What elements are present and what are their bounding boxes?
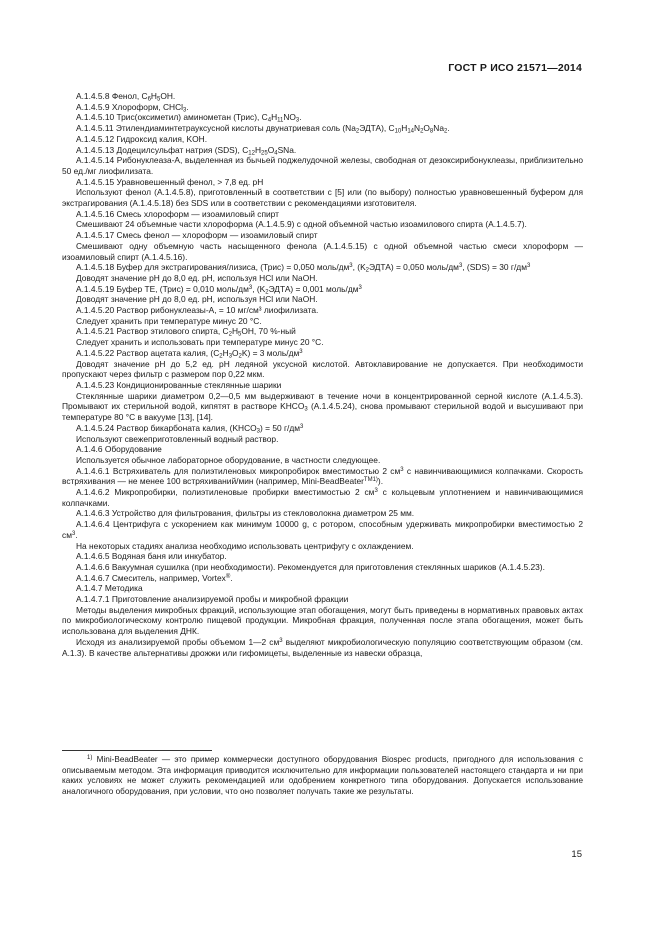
footnote-text: $^{1)}$ Mini-BeadBeater — это пример коммерчески доступного оборудования Biospec products, пригодного для использования с описываемым методом. Эта информация приводится исключительно для информации пользователей настоящего стандарта и ни при каких условиях не может служить рекомендацией или одобрением конкретного типа оборудования. Допускается использование аналогичного оборудования, при условии, что оно позволяет получать такие же результаты. [62,755,583,796]
paragraph-te-buffer: A.1.4.5.19 Буфер TE, (Трис) = 0,010 моль/$дм^3$, $(K_2ЭДТА) = 0,001$ моль/$дм^3$ [76,283,362,296]
paragraph-extraction-buffer: A.1.4.5.18 Буфер для экстрагирования/лизиса, (Трис) = 0,050 моль/$дм^3$, $(K_2ЭДТА) = 0,050$ моль/$дм^3$, (SDS) = 30 $г/дм^3$ [76,262,531,274]
paragraph-glass-beads: A.1.4.5.23 Кондиционированные стеклянные шарики [76,379,282,390]
paragraph-bicarbonate: A.1.4.5.24 Раствор бикарбоната калия, $(KHCO_3) = 50$ $г/дм^3$ [76,422,304,435]
paragraph-water-bath: A.1.4.6.5 Водяная баня или инкубатор. [76,551,227,562]
paragraph-equipment-desc: Используется обычное лабораторное оборудование, в частности следующее. [76,454,381,465]
paragraph-fresh-solution: Используют свежеприготовленный водный раствор. [76,433,279,444]
paragraph-ph-adjust-1: Доводят значение pH до 8,0 ед. pH, используя HCl или NaOH. [76,272,318,283]
paragraph-phenol-mix-desc: Смешивают одну объемную часть насыщенного фенола (A.1.4.5.15) с одной объемной частью смеси хлороформ — изоамиловый спирт (A.1.4.5.16). [62,240,583,262]
paragraph-vacuum-dryer: A.1.4.6.6 Вакуумная сушилка (при необходимости). Рекомендуется для приготовления стеклянных шариков (A.1.4.5.23). [76,561,545,572]
paragraph-ph-adjust-3: Доводят значение pH до 5,2 ед. pH ледяной уксусной кислотой. Автоклавирование не допускается. При необходимости пропускают через фильтр с размером пор 0,22 мкм. [62,358,583,380]
paragraph-shaker: A.1.4.6.1 Встряхиватель для полиэтиленовых микропробирок вместимостью 2 $см^3$ с навинчивающимися колпачками. Скорость встряхивания — не менее 100 встряхиваний/мин (например, Mini-BeadBeater$^{TM1)}$). [62,465,583,487]
paragraph-centrifuge: A.1.4.6.4 Центрифуга с ускорением как минимум 10000 g, с ротором, способным удерживать микропробирки вместимостью 2 $см^3$. [62,519,583,540]
footnote-marker: 1) [87,755,93,761]
paragraph-glass-beads-desc: Стеклянные шарики диаметром 0,2—0,5 мм выдерживают в течение ночи в концентрированной серной кислоте (A.1.4.5.3). Промывают их стерильной водой, кипятят в растворе $KHCO_3$ (A.1.4.5.24), снова промывают стерильной водой и высушивают при температуре 80 °C в вакууме [13], [14]. [62,390,584,423]
paragraph-phenol: A.1.4.5.8 Фенол, $C_6H_5OH$. [76,91,176,103]
paragraph-chloroform-mix-desc: Смешивают 24 объемные части хлороформа (A.1.4.5.9) с одной объемной частью изоамилового спирта (A.1.4.5.7). [76,219,527,230]
paragraph-sds: A.1.4.5.13 Додецилсульфат натрия (SDS), $C_{12}H_{25}O_4SNa$. [76,144,297,157]
paragraph-filtration: A.1.4.6.3 Устройство для фильтрования, фильтры из стекловолокна диаметром 25 мм. [76,508,415,519]
footnote-divider [62,750,212,751]
paragraph-sample-volume: Исходя из анализируемой пробы объемом 1—2 $см^3$ выделяют микробиологическую популяцию соответствующим образом (см. A.1.3). В качестве альтернативы дрожжи или гифомицеты, выделенные из навески образца, [62,636,583,658]
paragraph-ph-adjust-2: Доводят значение pH до 8,0 ед. pH, используя HCl или NaOH. [76,294,318,305]
footnote [62,755,583,797]
paragraph-ribonuclease: A.1.4.5.14 Рибонуклеаза-A, выделенная из бычьей поджелудочной железы, свободная от дезоксирибонуклеазы, приблизительно 50 ед./мг лиофилизата. [62,155,583,176]
paragraph-chloroform: A.1.4.5.9 Хлороформ, CHCl$_3$. [76,101,189,114]
paragraph-ethanol: A.1.4.5.21 Раствор этилового спирта, $C_2H_5OH$, 70 %-ный [76,326,296,338]
paragraph-phenol-mix: A.1.4.5.17 Смесь фенол — хлороформ — изоамиловый спирт [76,230,318,241]
document-body [62,91,583,658]
paragraph-phenol-usage: Используют фенол (A.1.4.5.8), приготовленный в соответствии с [5] или (по выбору) полностью уравновешенный буфером для экстрагирования (A.1.4.5.18) без SDS или в соответствии с рекомендациями изготовителя. [62,187,583,209]
paragraph-tris: A.1.4.5.10 Трис(оксиметил) аминометан (Трис), $C_4H_{11}NO_3$. [76,112,302,124]
paragraph-equipment: A.1.4.6 Оборудование [76,444,162,455]
paragraph-koh: A.1.4.5.12 Гидроксид калия, KOH. [76,133,208,144]
paragraph-mixer: A.1.4.6.7 Смеситель, например, Vortex®. [76,572,233,583]
standard-header: ГОСТ Р ИСО 21571—2014 [448,62,582,74]
paragraph-edta: A.1.4.5.11 Этилендиаминтетрауксусной кислоты двунатриевая соль $(Na_2ЭДТА)$, $C_{10}H_{14}N_2O_8Na_2$. [76,123,450,135]
paragraph-microtubes: A.1.4.6.2 Микропробирки, полиэтиленовые пробирки вместимостью 2 $см^3$ с кольцевым уплотнением и навинчивающимися колпачками. [62,487,583,508]
paragraph-storage-2: Следует хранить и использовать при температуре минус 20 °C. [76,337,324,348]
paragraph-cooling: На некоторых стадиях анализа необходимо использовать центрифугу с охлаждением. [76,540,414,551]
paragraph-potassium-acetate: A.1.4.5.22 Раствор ацетата калия, $(C_2H_3O_2K) = 3$ моль/$дм^3$ [76,347,303,360]
paragraph-balanced-phenol: A.1.4.5.15 Уравновешенный фенол, > 7,8 ед. pH [76,176,264,187]
paragraph-storage-1: Следует хранить при температуре минус 20 °C. [76,315,262,326]
paragraph-chloroform-mix: A.1.4.5.16 Смесь хлороформ — изоамиловый спирт [76,208,279,219]
paragraph-sample-prep: A.1.4.7.1 Приготовление анализируемой пробы и микробной фракции [76,594,349,605]
paragraph-method: A.1.4.7 Методика [76,583,143,594]
paragraph-rnase-solution: A.1.4.5.20 Раствор рибонуклеазы-A, = 10 мг/см³ лиофилизата. [76,305,319,316]
paragraph-enrichment: Методы выделения микробных фракций, использующие этап обогащения, могут быть приведены в нормативных правовых актах по микробиологическому контролю пищевой продукции. Микробная фракция, полученная после этапа обогащения, может быть использована для выделения ДНК. [62,604,583,637]
page-number: 15 [571,849,582,860]
